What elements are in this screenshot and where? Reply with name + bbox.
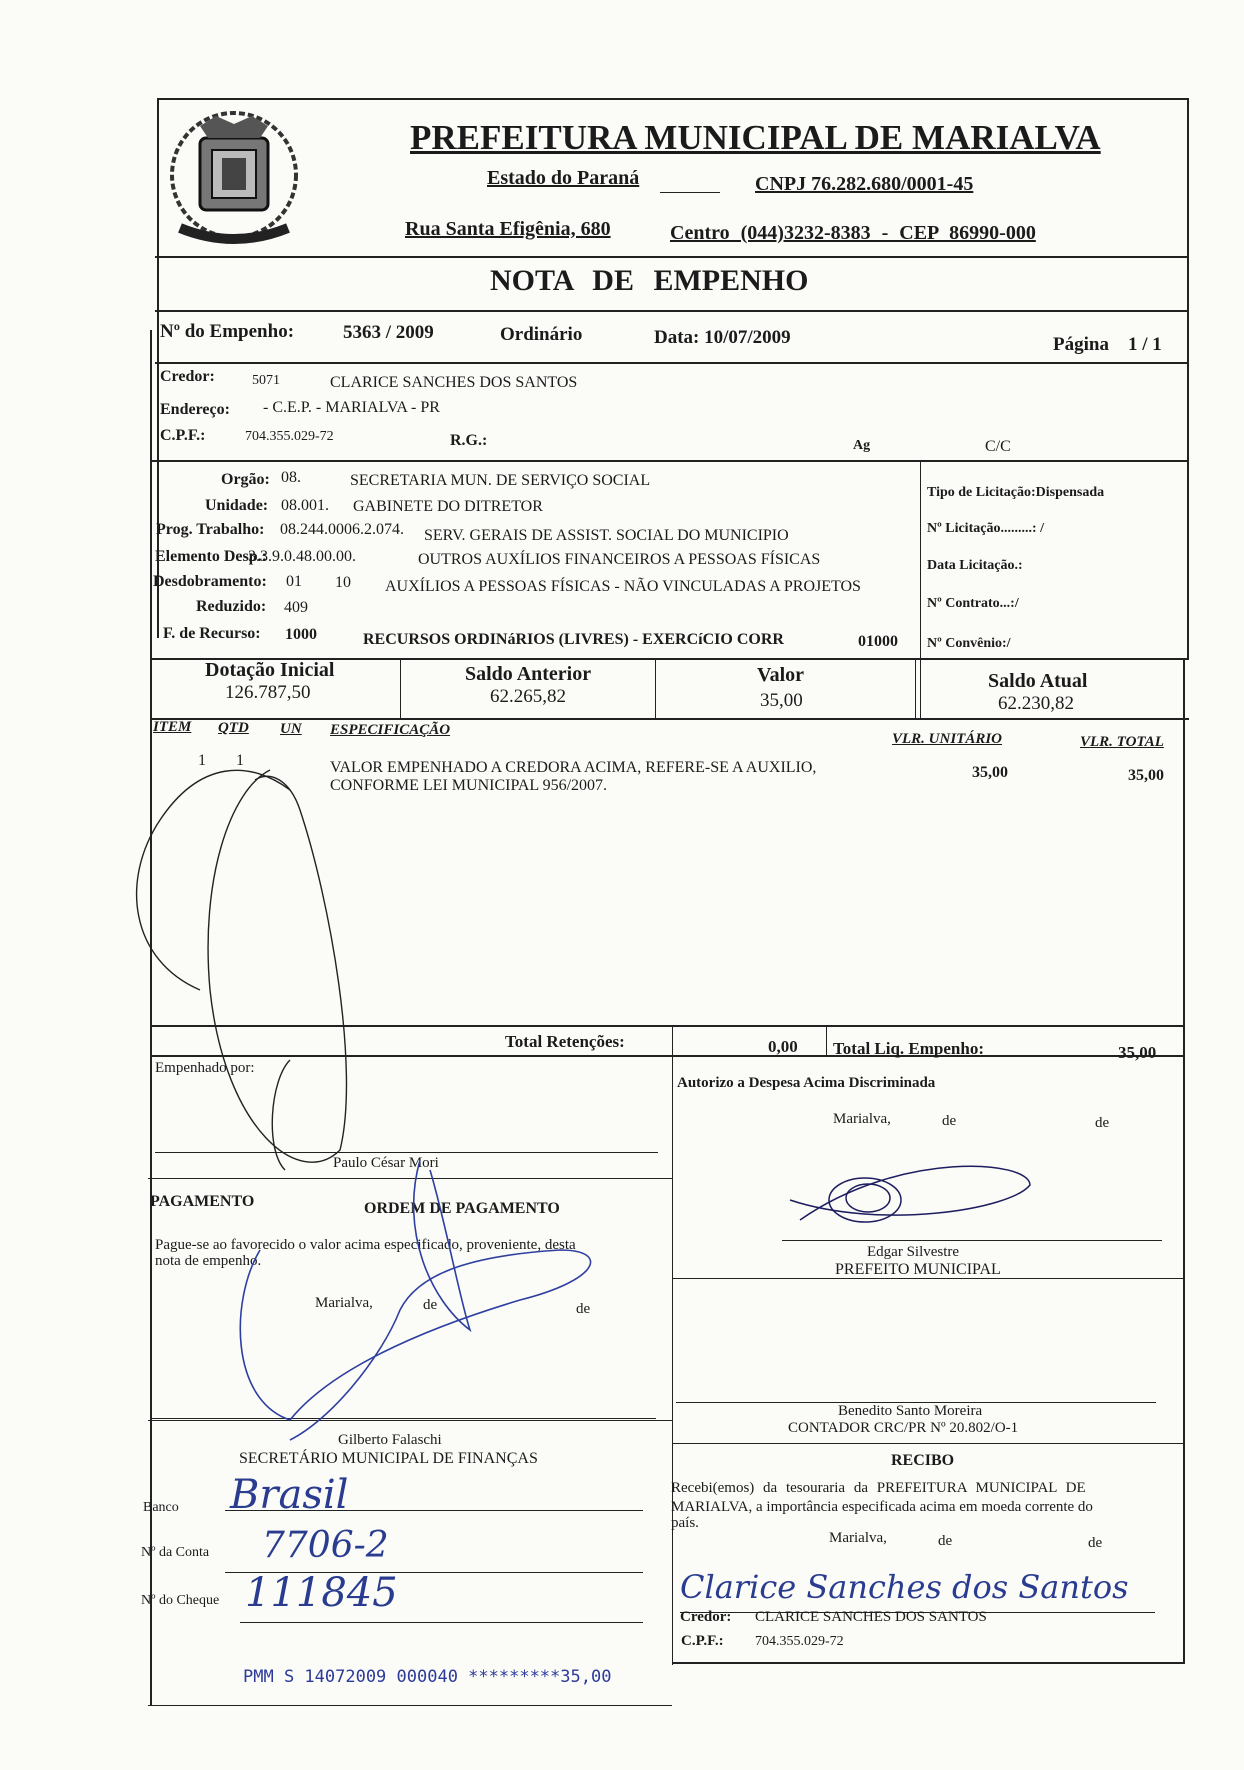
row-spec-2: CONFORME LEI MUNICIPAL 956/2007. <box>330 777 608 794</box>
unidade-desc: GABINETE DO DITRETOR <box>353 498 543 515</box>
recurso-sub: 01000 <box>858 633 898 650</box>
desd-1: 01 <box>286 573 302 590</box>
autorizo-heading: Autorizo a Despesa Acima Discriminada <box>677 1075 936 1091</box>
marialva-date-right: Marialva, <box>833 1111 891 1127</box>
credor-sig-name: CLARICE SANCHES DOS SANTOS <box>755 1609 987 1625</box>
recurso-desc: RECURSOS ORDINáRIOS (LIVRES) - EXERCíCIO CORR <box>363 631 784 648</box>
de-recibo-1: de <box>938 1533 953 1549</box>
ordem-heading: ORDEM DE PAGAMENTO <box>364 1200 560 1217</box>
dotacao-label: Dotação Inicial <box>205 659 335 681</box>
de-left-1: de <box>423 1297 438 1313</box>
credor-label: Credor: <box>160 368 215 385</box>
col-unit: VLR. UNITÁRIO <box>892 731 1003 747</box>
row-item: 1 <box>198 752 206 769</box>
empenho-type: Ordinário <box>500 324 583 345</box>
valor-label: Valor <box>757 664 805 686</box>
recurso-code: 1000 <box>285 626 317 643</box>
row-unit: 35,00 <box>972 764 1008 781</box>
banco-label: Banco <box>143 1500 179 1515</box>
prog-desc: SERV. GERAIS DE ASSIST. SOCIAL DO MUNICIPIO <box>424 527 789 544</box>
marialva-recibo: Marialva, <box>829 1530 887 1546</box>
contrato-number: Nº Contrato...:/ <box>927 596 1019 611</box>
valor-value: 35,00 <box>760 690 803 711</box>
secretario-name: Gilberto Falaschi <box>338 1432 442 1448</box>
credor-code: 5071 <box>252 373 280 388</box>
desdobramento-label: Desdobramento: <box>153 573 267 590</box>
de-recibo-2: de <box>1088 1535 1103 1551</box>
state-label: Estado do Paraná <box>487 167 640 189</box>
convenio-number: Nº Convênio:/ <box>927 636 1011 651</box>
prefeito-title: PREFEITO MUNICIPAL <box>835 1261 1001 1278</box>
page-label: Página <box>1053 334 1109 355</box>
orgao-label: Orgão: <box>221 471 270 488</box>
endereco-label: Endereço: <box>160 401 230 418</box>
cheque-label: Nº do Cheque <box>141 1593 220 1608</box>
col-item: ITEM <box>153 719 192 735</box>
dotacao-value: 126.787,50 <box>225 682 311 703</box>
de-right-1: de <box>942 1113 957 1129</box>
recibo-heading: RECIBO <box>891 1452 955 1469</box>
page-number: 1 / 1 <box>1128 334 1162 355</box>
retencoes-label: Total Retenções: <box>505 1032 625 1051</box>
orgao-desc: SECRETARIA MUN. DE SERVIÇO SOCIAL <box>350 472 651 489</box>
row-spec-1: VALOR EMPENHADO A CREDORA ACIMA, REFERE-SE A AUXILIO, <box>330 759 817 776</box>
recibo-text-2: MARIALVA, a importância especificada acima em moeda corrente do <box>671 1499 1093 1515</box>
empenho-date: Data: 10/07/2009 <box>654 327 791 348</box>
unidade-code: 08.001. <box>281 497 329 514</box>
endereco-value: - C.E.P. - MARIALVA - PR <box>263 399 440 416</box>
desd-2: 10 <box>335 574 351 591</box>
credor-name: CLARICE SANCHES DOS SANTOS <box>330 374 578 391</box>
col-qtd: QTD <box>218 720 249 736</box>
banco-handwritten: Brasil <box>230 1472 349 1518</box>
reduzido-value: 409 <box>284 599 308 616</box>
document-title: NOTA DE EMPENHO <box>490 264 809 297</box>
credor-sig-label: Credor: <box>680 1609 732 1625</box>
recibo-text-3: país. <box>671 1515 699 1531</box>
recibo-text-1: Recebi(emos) da tesouraria da PREFEITURA MUNICIPAL DE <box>671 1480 1086 1496</box>
credor-cpf-value: 704.355.029-72 <box>755 1634 844 1649</box>
cnpj-label: CNPJ 76.282.680/0001-45 <box>755 173 974 195</box>
retencoes-value: 0,00 <box>768 1037 798 1056</box>
elemento-code: 3.3.9.0.48.00.00. <box>248 548 356 565</box>
col-un: UN <box>280 721 302 737</box>
recurso-label: F. de Recurso: <box>163 625 261 642</box>
district-phone: Centro (044)3232-8383 - CEP 86990-000 <box>670 222 1036 244</box>
credor-signature: Clarice Sanches dos Santos <box>680 1568 1129 1606</box>
empenho-label: Nº do Empenho: <box>160 321 295 342</box>
cpf-label: C.P.F.: <box>160 427 206 444</box>
elemento-label: Elemento Desp.: <box>155 548 267 565</box>
pague-text-2: nota de empenho. <box>155 1253 262 1269</box>
prefeito-name: Edgar Silvestre <box>867 1244 960 1260</box>
cheque-handwritten: 111845 <box>245 1570 398 1616</box>
saldo-anterior-value: 62.265,82 <box>490 686 566 707</box>
pague-text-1: Pague-se ao favorecido o valor acima especificado, proveniente, desta <box>155 1237 576 1253</box>
cpf-value: 704.355.029-72 <box>245 429 334 444</box>
col-total: VLR. TOTAL <box>1080 734 1164 750</box>
ag-label: Ag <box>853 438 871 453</box>
desd-desc: AUXÍLIOS A PESSOAS FÍSICAS - NÃO VINCULADAS A PROJETOS <box>385 578 861 595</box>
licitacao-tipo: Tipo de Licitação:Dispensada <box>927 485 1105 500</box>
marialva-date-left: Marialva, <box>315 1295 373 1311</box>
liquido-value: 35,00 <box>1118 1043 1157 1062</box>
elemento-desc: OUTROS AUXÍLIOS FINANCEIROS A PESSOAS FÍSICAS <box>418 551 821 568</box>
street-label: Rua Santa Efigênia, 680 <box>405 218 611 240</box>
rg-label: R.G.: <box>450 432 488 449</box>
saldo-atual-value: 62.230,82 <box>998 693 1074 714</box>
credor-cpf-label: C.P.F.: <box>681 1633 724 1649</box>
de-left-2: de <box>576 1301 591 1317</box>
orgao-code: 08. <box>281 469 301 486</box>
empenhado-name: Paulo César Mori <box>333 1155 439 1171</box>
secretario-title: SECRETÁRIO MUNICIPAL DE FINANÇAS <box>239 1450 538 1467</box>
cc-label: C/C <box>985 438 1011 455</box>
empenhado-label: Empenhado por: <box>155 1060 255 1076</box>
conta-label: Nº da Conta <box>141 1545 210 1560</box>
prog-code: 08.244.0006.2.074. <box>280 521 404 538</box>
prog-label: Prog. Trabalho: <box>156 521 265 538</box>
contador-title: CONTADOR CRC/PR Nº 20.802/O-1 <box>788 1420 1019 1436</box>
prefeitura-title: PREFEITURA MUNICIPAL DE MARIALVA <box>410 118 1101 157</box>
conta-handwritten: 7706-2 <box>262 1525 389 1566</box>
de-right-2: de <box>1095 1115 1110 1131</box>
contador-name: Benedito Santo Moreira <box>838 1403 983 1419</box>
saldo-atual-label: Saldo Atual <box>988 670 1088 692</box>
licitacao-numero: Nº Licitação.........: / <box>927 521 1044 536</box>
empenho-number: 5363 / 2009 <box>343 322 434 343</box>
pagamento-heading: PAGAMENTO <box>150 1193 255 1210</box>
row-qtd: 1 <box>236 752 244 769</box>
row-total: 35,00 <box>1128 767 1164 784</box>
liquido-label: Total Liq. Empenho: <box>833 1039 984 1058</box>
saldo-anterior-label: Saldo Anterior <box>465 663 592 685</box>
col-spec: ESPECIFICAÇÃO <box>330 722 451 738</box>
reduzido-label: Reduzido: <box>196 598 267 615</box>
licitacao-data: Data Licitação.: <box>927 558 1023 573</box>
payment-stamp: PMM S 14072009 000040 *********35,00 <box>243 1667 612 1687</box>
unidade-label: Unidade: <box>205 497 269 514</box>
